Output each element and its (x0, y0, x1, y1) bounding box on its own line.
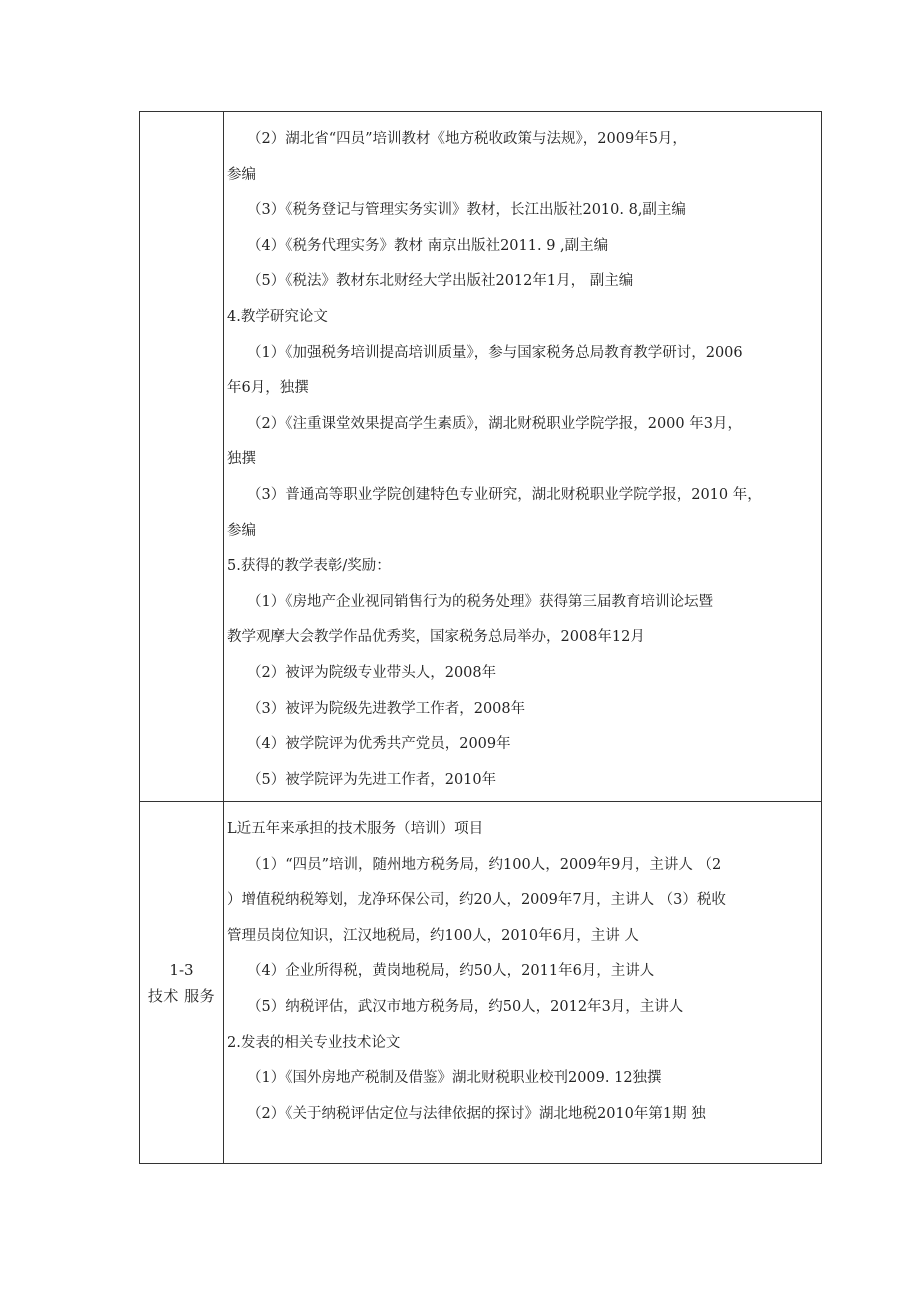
text-line: （1）《房地产企业视同销售行为的税务处理》获得第三届教育培训论坛暨 (247, 593, 713, 610)
row-label-cell (140, 112, 224, 801)
text-line: （5）纳税评估，武汉市地方税务局，约50人，2012年3月，主讲人 (247, 998, 684, 1015)
text-line: （2）《注重课堂效果提高学生素质》，湖北财税职业学院学报，2000 年3月， (247, 415, 742, 432)
text-line: 教学观摩大会教学作品优秀奖，国家税务总局举办，2008年12月 (227, 629, 645, 646)
document-table (139, 111, 822, 1164)
text-line: 独撰 (227, 451, 256, 468)
section-heading: L近五年来承担的技术服务（培训）项目 (227, 821, 484, 837)
teaching-content-cell (224, 112, 821, 801)
technical-service-content-cell (224, 802, 821, 1163)
text-line: ）增值税纳税筹划，龙净环保公司，约20人，2009年7月，主讲人 （3）税收 (227, 892, 726, 909)
text-line: 管理员岗位知识，江汉地税局，约100人，2010年6月，主讲 人 (227, 927, 639, 944)
table-row-teaching (140, 112, 821, 802)
row-label-cell (140, 802, 224, 1163)
text-line: 年6月，独撰 (227, 380, 309, 397)
section-heading: 2.发表的相关专业技术论文 (227, 1034, 401, 1051)
table-row-technical-service (140, 802, 821, 1163)
text-line: （4）企业所得税，黄岗地税局，约50人，2011年6月，主讲人 (247, 963, 655, 980)
text-line: （1）《国外房地产税制及借鉴》湖北财税职业校刊2009. 12独撰 (247, 1070, 662, 1087)
text-line: （4）被学院评为优秀共产党员，2009年 (247, 736, 511, 753)
text-line: （2）湖北省“四员”培训教材《地方税收政策与法规》，2009年5月， (247, 131, 687, 147)
text-line: （3）被评为院级先进教学工作者，2008年 (247, 700, 526, 717)
row-label-text: 技术 服务 (147, 986, 216, 1005)
row-label-number: 1-3 (169, 960, 194, 979)
text-line: （3）《税务登记与管理实务实训》教材，长江出版社2010. 8,副主编 (247, 202, 686, 219)
text-line: （1）“四员”培训，随州地方税务局，约100人，2009年9月，主讲人 （2 (247, 856, 722, 873)
text-line: （3）普通高等职业学院创建特色专业研究，湖北财税职业学院学报，2010 年， (247, 486, 762, 503)
text-line: 参编 (227, 166, 256, 183)
text-line: （2）《关于纳税评估定位与法律依据的探讨》湖北地税2010年第1期 独 (247, 1105, 706, 1122)
section-heading: 4.教学研究论文 (227, 308, 328, 325)
text-line: （5）《税法》教材东北财经大学出版社2012年1月， 副主编 (247, 273, 634, 290)
text-line: （1）《加强税务培训提高培训质量》，参与国家税务总局教育教学研讨，2006 (247, 344, 743, 361)
text-line: （5）被学院评为先进工作者，2010年 (247, 771, 497, 788)
text-line: （4）《税务代理实务》教材 南京出版社2011. 9 ,副主编 (247, 237, 609, 254)
text-line: 参编 (227, 522, 256, 539)
section-heading: 5.获得的教学表彰/奖励： (227, 558, 391, 575)
text-line: （2）被评为院级专业带头人，2008年 (247, 664, 497, 681)
